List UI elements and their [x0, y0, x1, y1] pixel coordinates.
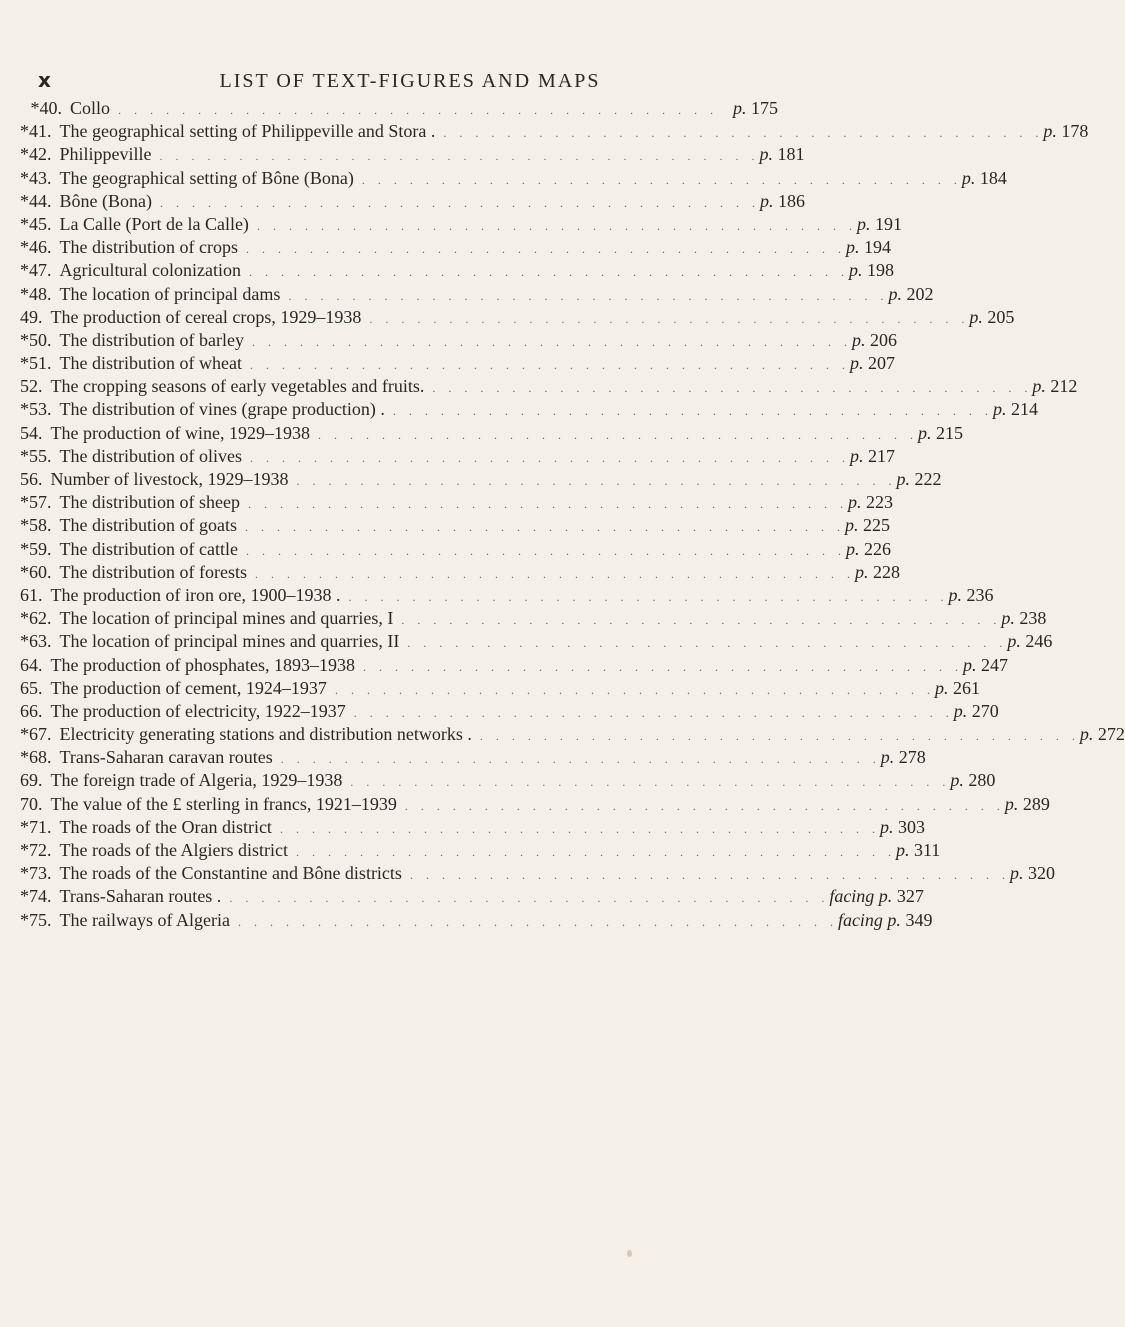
- page-prefix: p.: [953, 700, 968, 721]
- page-prefix: p.: [1032, 376, 1046, 397]
- figure-number: 54.: [20, 422, 43, 443]
- page-reference: [849, 260, 894, 281]
- page-reference: [845, 515, 890, 536]
- page-reference: [846, 539, 891, 560]
- list-item: [20, 584, 994, 608]
- figure-title: The value of the £ sterling in francs, 1921–1939: [50, 793, 397, 814]
- page-prefix: p.: [961, 167, 976, 188]
- page-reference: [950, 770, 995, 791]
- page-number-value: 198: [866, 260, 894, 281]
- running-header: [38, 68, 760, 93]
- list-item: [20, 445, 895, 469]
- page-prefix: p.: [845, 538, 860, 559]
- figure-title: The production of cereal crops, 1929–1938: [50, 306, 362, 327]
- page-number-value: 215: [935, 422, 963, 443]
- figure-number: *62.: [20, 608, 52, 629]
- leader-dots: . . . . . . . . . . . . . . . . . . . . . . . . . . . . . . . . . . . . . .: [424, 381, 1033, 396]
- figure-title: The foreign trade of Algeria, 1929–1938: [50, 770, 343, 791]
- page-number-value: 181: [777, 144, 805, 165]
- page-number-value: 205: [987, 306, 1015, 327]
- page-prefix: p.: [1007, 631, 1021, 652]
- page-prefix: p.: [847, 492, 862, 513]
- figure-number: *44.: [20, 190, 52, 211]
- figure-title: The distribution of barley: [59, 329, 244, 350]
- leader-dots: . . . . . . . . . . . . . . . . . . . . . . . . . . . . . . . . . . . . . .: [229, 914, 838, 929]
- leader-dots: . . . . . . . . . . . . . . . . . . . . . . . . . . . . . . . . . . . . . .: [221, 891, 830, 906]
- leader-dots: . . . . . . . . . . . . . . . . . . . . . . . . . . . . . . . . . . . . . .: [237, 543, 846, 558]
- figure-title: Philippeville: [59, 144, 152, 165]
- page-reference: [1005, 794, 1050, 815]
- figure-title-cell: [51, 585, 949, 606]
- leader-dots: . . . . . . . . . . . . . . . . . . . . . . . . . . . . . . . . . . . . . .: [326, 682, 935, 697]
- page-prefix: p.: [851, 329, 866, 350]
- figure-title: The roads of the Oran district: [59, 816, 272, 837]
- leader-dots: . . . . . . . . . . . . . . . . . . . . . . . . . . . . . . . . . . . . . .: [393, 613, 1002, 628]
- page-number-value: 272: [1097, 724, 1125, 745]
- leader-dots: . . . . . . . . . . . . . . . . . . . . . . . . . . . . . . . . . . . . . .: [248, 218, 857, 233]
- page-prefix: p.: [992, 399, 1007, 420]
- figure-title-cell: [60, 446, 850, 467]
- leader-dots: . . . . . . . . . . . . . . . . . . . . . . . . . . . . . . . . . . . . . .: [342, 775, 951, 790]
- list-item: [20, 863, 1055, 886]
- figure-title: The location of principal mines and quarries, I: [59, 608, 394, 629]
- figure-number: *46.: [20, 237, 52, 258]
- page-number-value: 222: [914, 469, 942, 489]
- figure-number: *42.: [20, 144, 52, 165]
- leader-dots: . . . . . . . . . . . . . . . . . . . . . . . . . . . . . . . . . . . . . .: [353, 172, 962, 187]
- figure-number: *58.: [20, 515, 52, 536]
- figure-title-cell: [60, 353, 850, 374]
- figure-number: *75.: [20, 909, 52, 930]
- page-reference: [896, 469, 941, 490]
- figure-title-cell: [51, 678, 935, 699]
- figure-number: *67.: [20, 724, 52, 745]
- list-item: [20, 422, 963, 446]
- page-reference: [760, 191, 805, 212]
- figure-number: *71.: [20, 816, 52, 837]
- figure-title-cell: [60, 608, 1002, 629]
- figure-title: The distribution of olives: [59, 445, 242, 466]
- figure-title: Collo: [70, 98, 111, 118]
- list-item: [20, 260, 894, 283]
- figure-number: *68.: [20, 747, 52, 768]
- list-item: [20, 909, 933, 933]
- leader-dots: . . . . . . . . . . . . . . . . . . . . . . . . . . . . . . . . . . . . . .: [396, 798, 1005, 813]
- list-item: [20, 492, 893, 515]
- figure-number: *48.: [20, 283, 52, 304]
- figure-list: [20, 98, 1125, 933]
- page-reference: [880, 817, 925, 838]
- figure-title-cell: [60, 121, 1044, 142]
- page-number-value: 214: [1010, 399, 1038, 420]
- figure-title-cell: [51, 423, 918, 444]
- figure-number: *55.: [20, 445, 52, 466]
- figure-title: The roads of the Constantine and Bône districts: [59, 863, 402, 884]
- leader-dots: . . . . . . . . . . . . . . . . . . . . . . . . . . . . . . . . . . . . . .: [435, 126, 1044, 141]
- page-reference: [1001, 608, 1046, 629]
- page-prefix: p.: [856, 213, 871, 234]
- figure-number: *51.: [20, 353, 52, 374]
- figure-title: Number of livestock, 1929–1938: [50, 469, 289, 489]
- figure-title: The railways of Algeria: [59, 909, 230, 930]
- leader-dots: . . . . . . . . . . . . . . . . . . . . . . . . . . . . . . . . . . . . . .: [287, 845, 896, 859]
- figure-title: The geographical setting of Philippeville and Stora .: [59, 121, 436, 142]
- page-prefix: p.: [1004, 793, 1019, 814]
- figure-title-cell: [51, 770, 951, 791]
- list-item: [20, 770, 996, 793]
- page-reference: [1080, 724, 1125, 745]
- page-number-value: 178: [1061, 121, 1089, 142]
- page-reference: [1043, 121, 1088, 142]
- page-prefix: p.: [880, 747, 895, 768]
- figure-title: Trans-Saharan routes .: [59, 886, 222, 907]
- page-reference: [838, 910, 933, 931]
- list-item: [20, 190, 805, 214]
- leader-dots: . . . . . . . . . . . . . . . . . . . . . . . . . . . . . . . . . . . . . .: [236, 520, 845, 535]
- page-prefix: p.: [969, 306, 983, 327]
- figure-title-cell: [51, 701, 954, 722]
- page-reference: [881, 747, 926, 768]
- figure-title-cell: [60, 863, 1010, 884]
- leader-dots: . . . . . . . . . . . . . . . . . . . . . . . . . . . . . . . . . . . . . .: [340, 589, 949, 604]
- figure-title-cell: [60, 260, 849, 281]
- page-number-value: 217: [867, 445, 895, 466]
- page-number-value: 202: [906, 283, 934, 304]
- figure-title-cell: [60, 284, 889, 305]
- leader-dots: . . . . . . . . . . . . . . . . . . . . . . . . . . . . . . . . . . . . . .: [271, 821, 880, 836]
- figure-title-cell: [51, 794, 1005, 815]
- figure-number: 64.: [20, 654, 43, 675]
- figure-title: Bône (Bona): [59, 190, 152, 211]
- figure-title-cell: [60, 910, 838, 931]
- figure-title-cell: [60, 330, 852, 351]
- page-prefix: p.: [917, 422, 932, 443]
- figure-title-cell: [51, 469, 897, 490]
- figure-title-cell: [51, 376, 1033, 397]
- page-prefix: p.: [888, 283, 902, 304]
- figure-number: *53.: [20, 399, 52, 420]
- page-number-value: 311: [913, 840, 941, 860]
- leader-dots: . . . . . . . . . . . . . . . . . . . . . . . . . . . . . . . . . . . . . .: [384, 404, 993, 419]
- figure-title: The geographical setting of Bône (Bona): [59, 167, 354, 188]
- list-item: [20, 816, 925, 840]
- figure-number: *40.: [30, 98, 63, 118]
- figure-number: *50.: [20, 329, 52, 350]
- figure-number: 56.: [20, 469, 43, 489]
- page-reference: [993, 399, 1038, 420]
- page-number-value: 207: [867, 353, 895, 374]
- list-item: [20, 144, 805, 167]
- figure-title-cell: [60, 886, 830, 907]
- figure-title: The distribution of crops: [59, 237, 238, 258]
- leader-dots: . . . . . . . . . . . . . . . . . . . . . . . . . . . . . . . . . . . . . .: [288, 474, 897, 488]
- figure-title: The distribution of goats: [59, 515, 237, 536]
- page-prefix: p.: [759, 144, 773, 165]
- page-number-value: 228: [872, 561, 900, 582]
- page-reference: [954, 701, 999, 722]
- page-number-value: 289: [1022, 793, 1050, 814]
- figure-title: The production of phosphates, 1893–1938: [50, 654, 355, 675]
- page-reference: [855, 562, 900, 583]
- figure-title: The production of wine, 1929–1938: [50, 422, 310, 443]
- list-item: [20, 283, 934, 307]
- figure-number: 66.: [20, 700, 43, 721]
- list-item: [20, 306, 1015, 330]
- list-item: [20, 608, 1047, 631]
- page-number: x: [38, 68, 51, 92]
- figure-title-cell: [60, 562, 855, 583]
- page-number-value: 194: [863, 237, 891, 258]
- figure-title: Agricultural colonization: [59, 260, 241, 281]
- list-item: [20, 654, 1008, 678]
- page-number-value: 327: [896, 886, 924, 907]
- page-number-value: 184: [979, 167, 1007, 188]
- list-item: [20, 677, 980, 701]
- list-item: [20, 561, 900, 585]
- leader-dots: . . . . . . . . . . . . . . . . . . . . . . . . . . . . . . . . . . . . . .: [309, 427, 918, 442]
- figure-number: 65.: [20, 677, 43, 698]
- list-item: [20, 700, 999, 724]
- page-reference: [852, 330, 897, 351]
- list-item: [20, 840, 941, 863]
- page-prefix: p.: [934, 677, 949, 698]
- figure-title: The roads of the Algiers district: [59, 840, 288, 860]
- list-item: [20, 886, 924, 909]
- figure-title: The production of cement, 1924–1937: [50, 677, 327, 698]
- page-prefix: p.: [733, 98, 747, 118]
- figure-title-cell: [51, 307, 970, 328]
- list-item: [20, 747, 926, 770]
- page-number-value: 226: [863, 538, 891, 559]
- figure-title: Electricity generating stations and distribution networks .: [59, 724, 472, 745]
- leader-dots: . . . . . . . . . . . . . . . . . . . . . . . . . . . . . . . . . . . . . .: [361, 311, 970, 326]
- page-number-value: 225: [862, 515, 890, 536]
- page-number-value: 278: [898, 747, 926, 768]
- page-prefix: facing p.: [829, 886, 893, 907]
- page-prefix: p.: [896, 469, 910, 489]
- figure-number: *60.: [20, 561, 52, 582]
- figure-title-cell: [51, 655, 963, 676]
- page-reference: [962, 168, 1007, 189]
- figure-number: *73.: [20, 863, 52, 884]
- page-reference: [846, 237, 891, 258]
- page-reference: [850, 446, 895, 467]
- list-item: [20, 237, 891, 260]
- figure-number: *63.: [20, 631, 52, 652]
- leader-dots: . . . . . . . . . . . . . . . . . . . . . . . . . . . . . . . . . . . . . .: [240, 265, 849, 280]
- list-item: [20, 631, 1053, 654]
- figure-title-cell: [60, 840, 896, 861]
- list-item: [20, 121, 1089, 144]
- figure-number: *47.: [20, 260, 52, 281]
- page-number-value: 270: [971, 700, 999, 721]
- page-prefix: p.: [950, 770, 964, 791]
- page-number-value: 261: [952, 677, 980, 698]
- page-prefix: p.: [845, 237, 860, 258]
- figure-title: The distribution of forests: [59, 561, 247, 582]
- figure-title-cell: [60, 191, 760, 212]
- page-prefix: p.: [1001, 608, 1015, 629]
- list-item: [20, 793, 1050, 817]
- page-number-value: 223: [865, 492, 893, 513]
- page-reference: [948, 585, 993, 606]
- page-reference: [963, 655, 1008, 676]
- figure-number: 70.: [20, 793, 43, 814]
- figure-number: *72.: [20, 840, 52, 860]
- figure-title-cell: [60, 631, 1008, 652]
- page-number-value: 206: [869, 329, 897, 350]
- figure-title-cell: [60, 817, 880, 838]
- leader-dots: . . . . . . . . . . . . . . . . . . . . . . . . . . . . . . . . . . . . . .: [151, 195, 760, 210]
- figure-title-cell: [60, 724, 1080, 745]
- leader-dots: . . . . . . . . . . . . . . . . . . . . . . . . . . . . . . . . . . . . . .: [243, 334, 852, 349]
- list-item: [20, 515, 890, 538]
- list-item: [20, 98, 778, 121]
- page-prefix: facing p.: [837, 909, 901, 930]
- leader-dots: . . . . . . . . . . . . . . . . . . . . . . . . . . . . . . . . . . . . . .: [399, 636, 1008, 651]
- running-title: LIST OF TEXT-FIGURES AND MAPS: [219, 70, 601, 92]
- figure-number: *57.: [20, 492, 52, 513]
- figure-number: *41.: [20, 121, 52, 142]
- page-reference: [1007, 631, 1052, 652]
- list-item: [20, 353, 895, 376]
- page-number-value: 212: [1050, 376, 1078, 397]
- page-reference: [1010, 863, 1055, 884]
- page-reference: [918, 423, 963, 444]
- figure-title: Trans-Saharan caravan routes: [59, 747, 273, 768]
- page-prefix: p.: [895, 840, 910, 860]
- figure-title: The location of principal dams: [59, 283, 281, 304]
- figure-number: 61.: [20, 584, 43, 605]
- figure-title: La Calle (Port de la Calle): [59, 213, 249, 234]
- list-item: [20, 213, 902, 237]
- page-reference: [760, 144, 805, 165]
- figure-title-cell: [60, 399, 993, 420]
- figure-title: The distribution of vines (grape production) .: [59, 399, 385, 420]
- page-reference: [896, 840, 940, 861]
- list-item: [20, 469, 942, 492]
- leader-dots: . . . . . . . . . . . . . . . . . . . . . . . . . . . . . . . . . . . . . .: [280, 288, 889, 303]
- page-number-value: 349: [905, 909, 933, 930]
- leader-dots: . . . . . . . . . . . . . . . . . . . . . . . . . . . . . . . . . . . . . .: [241, 358, 850, 373]
- figure-title-cell: [60, 168, 962, 189]
- leader-dots: . . . . . . . . . . . . . . . . . . . . . . . . . . . . . . . . . . . . . .: [241, 450, 850, 465]
- page-reference: [857, 214, 902, 235]
- figure-title-cell: [70, 98, 718, 119]
- figure-title: The distribution of sheep: [59, 492, 240, 513]
- figure-title: The production of electricity, 1922–1937: [50, 700, 346, 721]
- figure-title-cell: [60, 539, 846, 560]
- leader-dots: . . . . . . . . . . . . . . . . . . . . . . . . . . . . . . . . . . . . . .: [354, 659, 963, 674]
- figure-number: *43.: [20, 167, 52, 188]
- page-prefix: p.: [849, 353, 864, 374]
- page-prefix: p.: [849, 445, 864, 466]
- page-number-value: 236: [966, 584, 994, 605]
- figure-title-cell: [60, 214, 857, 235]
- figure-number: *59.: [20, 538, 52, 559]
- list-item: [20, 399, 1038, 422]
- figure-title-cell: [60, 515, 845, 536]
- page-number-value: 320: [1027, 863, 1055, 884]
- figure-title-cell: [60, 144, 760, 165]
- figure-title: The distribution of cattle: [59, 538, 238, 559]
- list-item: [20, 329, 897, 353]
- paper-speck: [627, 1250, 632, 1257]
- page-reference: [848, 492, 893, 513]
- page-prefix: p.: [962, 654, 977, 675]
- list-item: [20, 167, 1007, 191]
- page-prefix: p.: [759, 190, 774, 211]
- page-number-value: 246: [1025, 631, 1053, 652]
- page-number-value: 186: [777, 190, 805, 211]
- page-prefix: p.: [879, 816, 894, 837]
- page-number-value: 238: [1019, 608, 1047, 629]
- leader-dots: . . . . . . . . . . . . . . . . . . . . . . . . . . . . . . . . . . . . . .: [471, 729, 1080, 744]
- page-number-value: 175: [751, 98, 778, 118]
- page-reference: [829, 886, 924, 907]
- page-number-value: 303: [897, 816, 925, 837]
- figure-number: *74.: [20, 886, 52, 907]
- list-item: [20, 724, 1125, 747]
- figure-title-cell: [60, 237, 846, 258]
- list-item: [20, 376, 1078, 399]
- figure-title: The distribution of wheat: [59, 353, 242, 374]
- leader-dots: . . . . . . . . . . . . . . . . . . . . . . . . . . . . . . . . . . . . . .: [345, 705, 954, 720]
- page-reference: [969, 307, 1014, 328]
- leader-dots: . . . . . . . . . . . . . . . . . . . . . . . . . . . . . . . . . . . . . .: [239, 497, 848, 512]
- leader-dots: . . . . . . . . . . . . . . . . . . . . . . . . . . . . . . . . . . . . . .: [272, 752, 881, 767]
- page-reference: [1032, 376, 1077, 397]
- page-number-value: 280: [968, 770, 996, 791]
- figure-title: The location of principal mines and quarries, II: [59, 631, 400, 652]
- page-prefix: p.: [948, 584, 962, 605]
- figure-title: The production of iron ore, 1900–1938 .: [50, 584, 341, 605]
- figure-title: The cropping seasons of early vegetables and fruits.: [50, 376, 425, 397]
- leader-dots: . . . . . . . . . . . . . . . . . . . . . . . . . . . . . . . . . . . . . .: [151, 149, 760, 164]
- page-reference: [935, 678, 980, 699]
- figure-number: 52.: [20, 376, 43, 397]
- page-reference: [888, 284, 933, 305]
- page-reference: [718, 98, 778, 119]
- figure-title-cell: [60, 747, 881, 768]
- list-item: [20, 538, 891, 562]
- figure-number: 49.: [20, 306, 43, 327]
- figure-title-cell: [60, 492, 848, 513]
- page-prefix: p.: [854, 561, 869, 582]
- page-prefix: p.: [1009, 863, 1024, 884]
- page-reference: [850, 353, 895, 374]
- leader-dots: . . . . . . . . . . . . . . . . . . . . . . . . . . . . . . . . . . . . . .: [246, 566, 855, 581]
- figure-number: *45.: [20, 213, 52, 234]
- page-prefix: p.: [848, 260, 863, 281]
- leader-dots: . . . . . . . . . . . . . . . . . . . . . . . . . . . . . . . . . . . . . .: [401, 868, 1010, 883]
- page-prefix: p.: [844, 515, 859, 536]
- page-number-value: 191: [874, 213, 902, 234]
- leader-dots: . . . . . . . . . . . . . . . . . . . . . . . . . . . . . . . . . . . . . .: [237, 242, 846, 257]
- page-number-value: 247: [980, 654, 1008, 675]
- page-prefix: p.: [1079, 724, 1094, 745]
- figure-number: 69.: [20, 770, 43, 791]
- page-prefix: p.: [1043, 121, 1057, 142]
- leader-dots: . . . . . . . . . . . . . . . . . . . . . . . . . . . . . . . . . . . . . .: [110, 103, 719, 117]
